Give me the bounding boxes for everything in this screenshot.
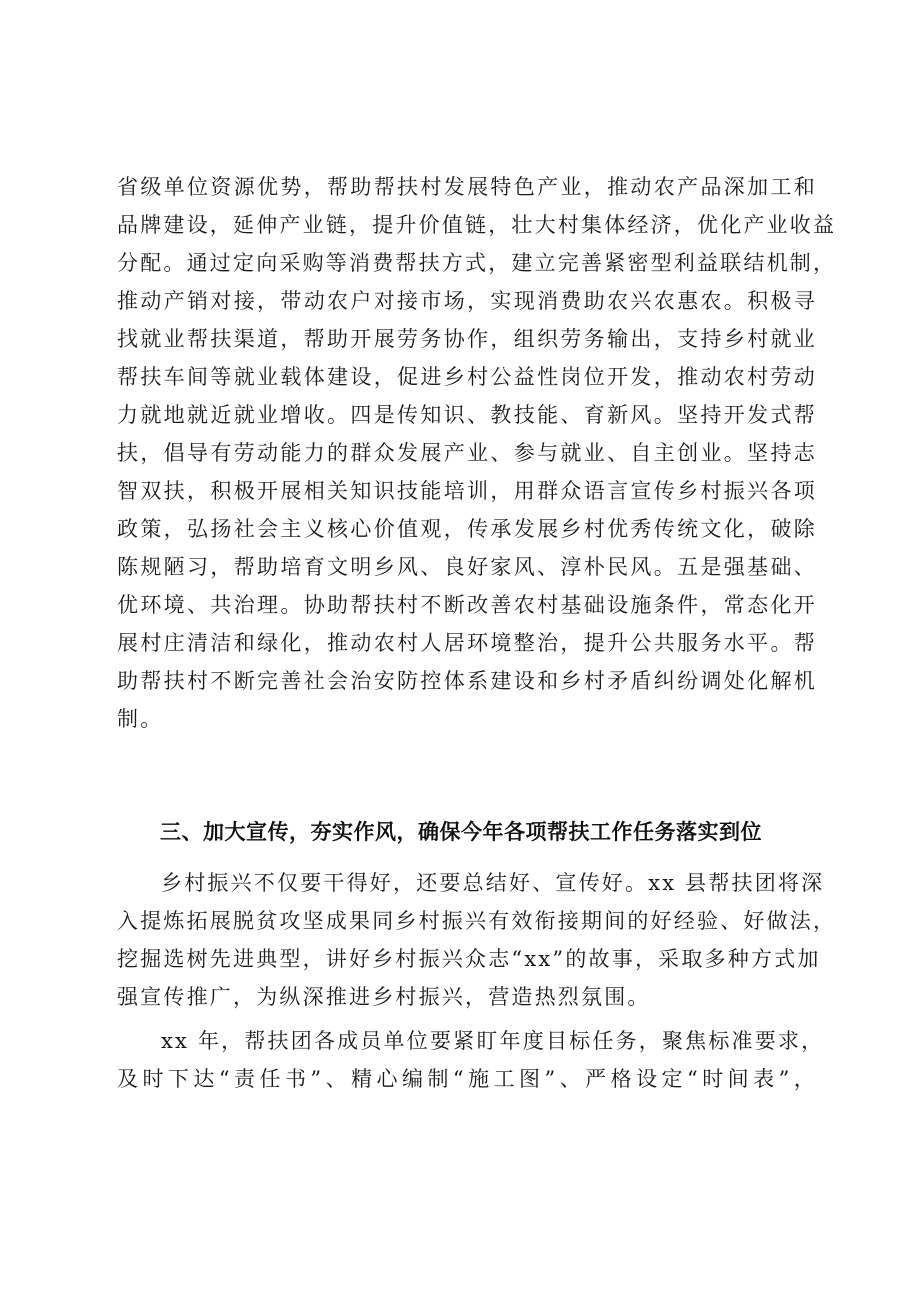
text-line: 找就业帮扶渠道，帮助开展劳务协作，组织劳务输出，支持乡村就业 — [117, 327, 817, 351]
text-line: 陈规陋习，帮助培育文明乡风、良好家风、淳朴民风。五是强基础、 — [117, 555, 817, 579]
text-line: 省级单位资源优势，帮助帮扶村发展特色产业，推动农产品深加工和 — [117, 175, 817, 199]
text-line: 强宣传推广，为纵深推进乡村振兴，营造热烈氛围。 — [117, 985, 651, 1009]
paragraph-2 — [117, 864, 837, 1016]
text-line: 展村庄清洁和绿化，推动农村人居环境整治，提升公共服务水平。帮 — [117, 631, 817, 655]
text-line: 优环境、共治理。协助帮扶村不断改善农村基础设施条件，常态化开 — [117, 593, 817, 617]
text-line: xx 年，帮扶团各成员单位要紧盯年度目标任务，聚焦标准要求， — [161, 1029, 825, 1053]
text-line: 乡村振兴不仅要干得好，还要总结好、宣传好。xx 县帮扶团将深 — [161, 871, 825, 895]
paragraph-1 — [117, 168, 837, 738]
text-line: 入提炼拓展脱贫攻坚成果同乡村振兴有效衔接期间的好经验、好做法， — [117, 909, 837, 933]
text-line: 帮扶车间等就业载体建设，促进乡村公益性岗位开发，推动农村劳动 — [117, 365, 817, 389]
paragraph-3 — [117, 1022, 825, 1098]
text-line: 挖掘选树先进典型，讲好乡村振兴众志“xx”的故事，采取多种方式加 — [117, 947, 821, 971]
text-line: 力就地就近就业增收。四是传知识、教技能、育新风。坚持开发式帮 — [117, 403, 817, 427]
text-line: 分配。通过定向采购等消费帮扶方式，建立完善紧密型利益联结机制， — [117, 251, 837, 275]
text-line: 推动产销对接，带动农户对接市场，实现消费助农兴农惠农。积极寻 — [117, 289, 817, 313]
text-line: 助帮扶村不断完善社会治安防控体系建设和乡村矛盾纠纷调处化解机 — [117, 669, 817, 693]
text-line: 制。 — [117, 707, 164, 731]
text-line: 扶，倡导有劳动能力的群众发展产业、参与就业、自主创业。坚持志 — [117, 441, 817, 465]
text-line: 政策，弘扬社会主义核心价值观，传承发展乡村优秀传统文化，破除 — [117, 517, 817, 541]
text-line: 及时下达“责任书”、精心编制“施工图”、严格设定“时间表”， — [117, 1067, 817, 1091]
text-line: 品牌建设，延伸产业链，提升价值链，壮大村集体经济，优化产业收益 — [117, 213, 837, 237]
section-heading: 三、加大宣传，夯实作风，确保今年各项帮扶工作任务落实到位 — [160, 820, 762, 844]
text-line: 智双扶，积极开展相关知识技能培训，用群众语言宣传乡村振兴各项 — [117, 479, 817, 503]
